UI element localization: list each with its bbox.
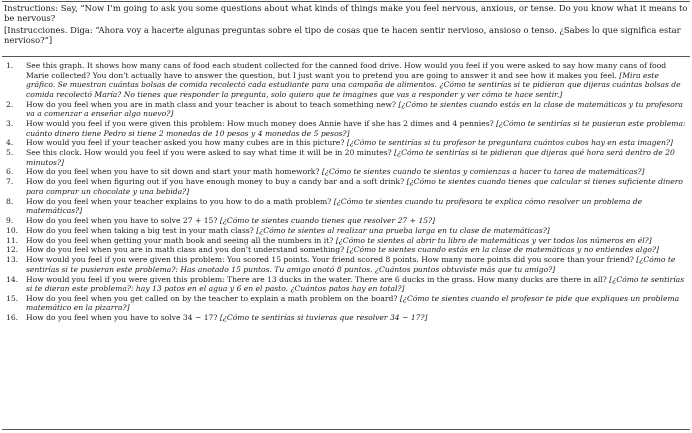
question-text-spanish: [¿Cómo te sentirías si te pusieran este problema?: Has anotado 15 puntos. Tu amigo anotó 8 puntos. ¿Cuántos puntos obtuviste más que tu amigo?] (26, 255, 676, 274)
question-number: 2. (6, 99, 14, 109)
question-text-english: How do you feel when figuring out if you have enough money to buy a candy bar and a soft drink? (26, 177, 405, 187)
instructions-english: Instructions: Say, “Now I’m going to ask you some questions about what kinds of things make you feel nervous, anxious, or tense. Do you know what it means to be nervous? (4, 3, 688, 24)
question-text-spanish: [¿Cómo te sientes cuando el profesor te pide que expliques un problema matemático en la pizarra?] (26, 293, 680, 313)
question-number: 5. (6, 148, 14, 158)
question-number: 6. (6, 167, 14, 177)
question-item (0, 167, 686, 177)
question-number: 8. (6, 196, 14, 206)
question-number: 12. (6, 245, 19, 255)
question-text-english: How do you feel when your teacher explains to you how to do a math problem? (26, 196, 332, 206)
question-text-spanish: [¿Cómo te sentirías si te dieran este problema?: hay 13 patos en el agua y 6 en el pasto. ¿Cuántos patos hay en total?] (26, 274, 685, 294)
question-text-spanish: [¿Cómo te sientes al realizar una prueba larga en tu clase de matemáticas?] (256, 225, 550, 235)
question-item (0, 100, 686, 119)
question-item (0, 245, 686, 255)
question-item (0, 294, 686, 313)
question-text-english: How do you feel when getting your math book and seeing all the numbers in it? (26, 235, 334, 245)
question-text-english: How would you feel if you were given this problem: There are 13 ducks in the water. There are 6 ducks in the grass. How many ducks are there in all? (26, 274, 607, 284)
question-text-spanish: [¿Cómo te sentirías si te pusieran este problema: cuánto dinero tiene Pedro si tiene 2 monedas de 10 pesos y 4 monedas de 5 pesos?] (26, 118, 686, 138)
question-number: 16. (6, 313, 19, 323)
question-list (0, 61, 686, 323)
question-number: 10. (6, 225, 19, 235)
question-text-spanish: [¿Cómo te sientes al abrir tu libro de matemáticas y ver todos los números en él?] (335, 235, 652, 245)
question-item (0, 275, 686, 294)
question-item (0, 61, 686, 99)
question-item (0, 177, 686, 196)
bottom-rule (2, 429, 690, 430)
question-text-english: How do you feel when taking a big test in your math class? (26, 225, 254, 235)
section-rule (2, 56, 690, 57)
question-text-spanish: [¿Cómo te sientes cuando tienes que resolver 27 + 15?] (219, 216, 436, 225)
question-item (0, 236, 686, 246)
question-text-spanish: [¿Cómo te sentirías si tuvieras que resolver 34 − 17?] (219, 313, 428, 323)
question-number: 11. (6, 235, 19, 245)
question-text-english: How would you feel if your teacher asked you how many cubes are in this picture? (26, 138, 345, 148)
question-number: 13. (6, 255, 19, 265)
question-number: 15. (6, 293, 19, 303)
question-item (0, 197, 686, 216)
question-number: 7. (6, 177, 14, 187)
question-number: 1. (6, 61, 14, 70)
question-item (0, 216, 686, 226)
question-text-english: How do you feel when you are in math class and you don’t understand something? (26, 245, 345, 255)
question-item (0, 138, 686, 148)
instructions-block (4, 3, 688, 46)
question-item (0, 226, 686, 236)
question-text-english: How would you feel if you were given this problem: How much money does Annie have if she has 2 dimes and 4 pennies? (26, 118, 494, 128)
instructions-spanish: [Instrucciones. Diga: “Ahora voy a hacerte algunas preguntas sobre el tipo de cosas que te hacen sentir nervioso, ansioso o tenso. ¿Sabes lo que significa estar nervioso?”] (4, 24, 681, 46)
question-text-spanish: [Mira este gráfico. Se muestran cuántas bolsas de comida recolectó cada estudiante para una campaña de alimentos. ¿Cómo te sentirías si te pidieran que dijeras cuántas bolsas de comida recolectó María? No tienes que responder la pregunta, solo quiero que te imagines que vas a responder y ver cómo te hace sentir.] (26, 70, 681, 99)
question-text-english: See this clock. How would you feel if you were asked to say what time it will be in 20 minutes? (26, 148, 392, 158)
question-number: 4. (6, 138, 14, 148)
question-text-english: How do you feel when you have to solve 27 + 15? (26, 216, 218, 225)
question-text-english: How do you feel when you have to solve 34 − 17? (26, 313, 218, 323)
question-text-spanish: [¿Cómo te sentirías si tu profesor te preguntara cuántos cubos hay en esta imagen?] (346, 138, 673, 148)
question-text-spanish: [¿Cómo te sientes cuando te sientas y comienzas a hacer tu tarea de matemáticas?] (321, 167, 645, 177)
question-item (0, 255, 686, 274)
question-item (0, 148, 686, 167)
question-text-spanish: [¿Cómo te sientes cuando estás en la clase de matemáticas y tu profesora va a comenzar a enseñar algo nuevo?] (26, 99, 683, 119)
question-item (0, 313, 686, 323)
question-number: 3. (6, 118, 14, 128)
top-rule (2, 1, 690, 2)
question-number: 9. (6, 216, 14, 225)
question-text-spanish: [¿Cómo te sientes cuando estás en la clase de matemáticas y no entiendes algo?] (346, 245, 659, 255)
question-text-english: How do you feel when you have to sit down and start your math homework? (26, 167, 320, 177)
question-item (0, 119, 686, 138)
question-text-english: How do you feel when you get called on by the teacher to explain a math problem on the board? (26, 293, 398, 303)
question-text-english: How do you feel when you are in math class and your teacher is about to teach something new? (26, 99, 397, 109)
question-text-spanish: [¿Cómo te sientes cuando tienes que calcular si tienes suficiente dinero para comprar un chocolate y una bebida?] (26, 177, 684, 196)
question-text-english: See this graph. It shows how many cans of food each student collected for the canned food drive. How would you feel if you were asked to say how many cans of food Marie collected? You don’t actually have to answer the question, but I just want you to pretend you are going to answer it and see how it makes you feel. (26, 61, 667, 80)
question-text-spanish: [¿Cómo te sentirías si te pidieran que dijeras qué hora será dentro de 20 minutos?] (26, 148, 675, 167)
question-number: 14. (6, 274, 19, 284)
question-text-spanish: [¿Cómo te sientes cuando tu profesora te explica cómo resolver un problema de matemáticas?] (26, 196, 643, 216)
question-text-english: How would you feel if you were given this problem: You scored 15 points. Your friend scored 8 points. How many more points did you score than your friend? (26, 255, 634, 265)
